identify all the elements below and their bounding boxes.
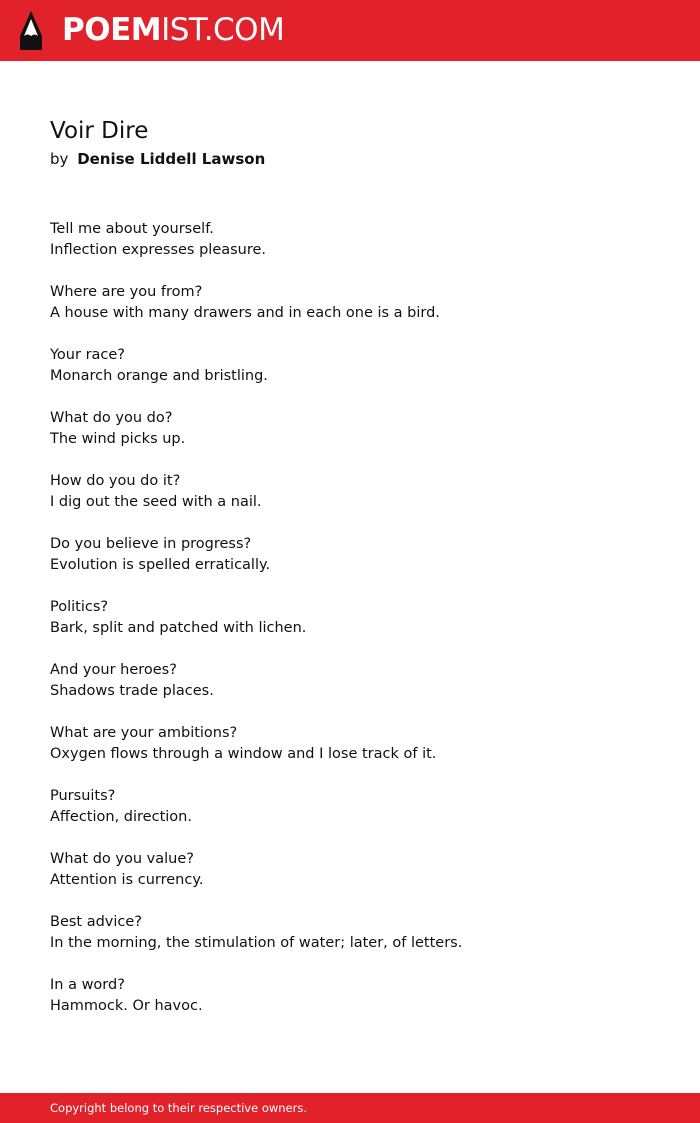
brand-bold-text: POEM xyxy=(62,12,162,48)
copyright-notice: Copyright belong to their respective owners. xyxy=(50,1101,308,1115)
answer-line: The wind picks up. xyxy=(50,431,186,447)
author-name: Denise Liddell Lawson xyxy=(77,150,266,168)
answer-line: In the morning, the stimulation of water; later, of letters. xyxy=(50,935,463,951)
question-line: What do you value? xyxy=(50,851,194,867)
stanza xyxy=(50,912,650,954)
stanza xyxy=(50,723,650,765)
question-line: Your race? xyxy=(50,347,125,363)
poem-title: Voir Dire xyxy=(50,118,149,144)
question-line: Tell me about yourself. xyxy=(50,221,214,237)
answer-line: A house with many drawers and in each one is a bird. xyxy=(50,305,440,321)
question-line: What do you do? xyxy=(50,410,173,426)
brand-light-text: IST.COM xyxy=(161,12,285,48)
stanza xyxy=(50,408,650,450)
question-line: How do you do it? xyxy=(50,473,181,489)
byline xyxy=(50,148,265,170)
site-footer xyxy=(0,1093,700,1123)
stanza xyxy=(50,534,650,576)
stanza xyxy=(50,975,650,1017)
answer-line: Oxygen flows through a window and I lose track of it. xyxy=(50,746,437,762)
stanza xyxy=(50,849,650,891)
by-label: by xyxy=(50,150,69,168)
answer-line: I dig out the seed with a nail. xyxy=(50,494,262,510)
answer-line: Affection, direction. xyxy=(50,809,192,825)
question-line: Pursuits? xyxy=(50,788,116,804)
answer-line: Inflection expresses pleasure. xyxy=(50,242,267,258)
poem-body xyxy=(50,219,650,1038)
question-line: What are your ambitions? xyxy=(50,725,238,741)
stanza xyxy=(50,786,650,828)
answer-line: Evolution is spelled erratically. xyxy=(50,557,271,573)
stanza xyxy=(50,219,650,261)
question-line: Politics? xyxy=(50,599,109,615)
stanza xyxy=(50,597,650,639)
question-line: And your heroes? xyxy=(50,662,177,678)
stanza xyxy=(50,660,650,702)
answer-line: Bark, split and patched with lichen. xyxy=(50,620,307,636)
stanza xyxy=(50,345,650,387)
answer-line: Shadows trade places. xyxy=(50,683,214,699)
answer-line: Hammock. Or havoc. xyxy=(50,998,203,1014)
question-line: In a word? xyxy=(50,977,125,993)
answer-line: Monarch orange and bristling. xyxy=(50,368,268,384)
question-line: Do you believe in progress? xyxy=(50,536,252,552)
answer-line: Attention is currency. xyxy=(50,872,204,888)
question-line: Where are you from? xyxy=(50,284,203,300)
stanza xyxy=(50,282,650,324)
stanza xyxy=(50,471,650,513)
question-line: Best advice? xyxy=(50,914,143,930)
site-header xyxy=(0,0,700,61)
site-logo-text[interactable] xyxy=(62,12,284,48)
pencil-tip-icon[interactable] xyxy=(18,10,44,52)
